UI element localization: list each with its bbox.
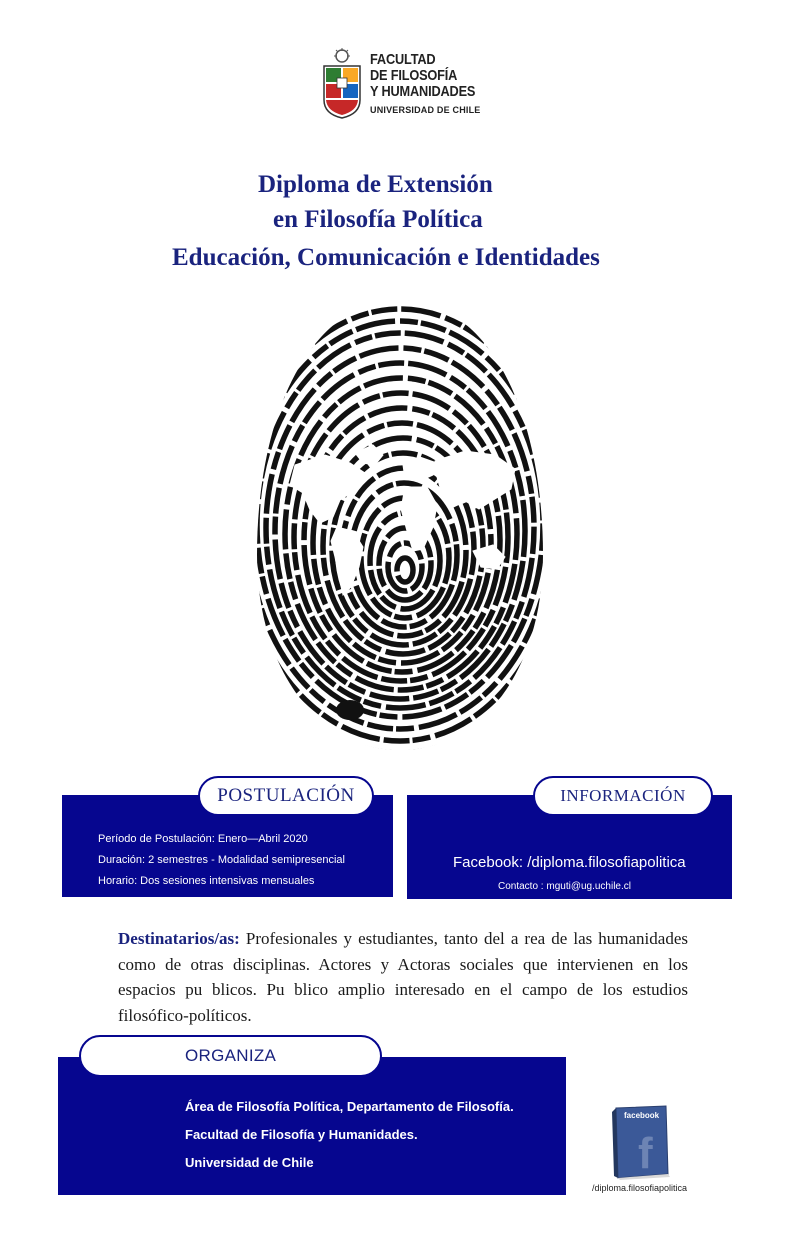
facebook-book-icon[interactable]	[610, 1104, 672, 1180]
postulacion-heading: POSTULACIÓN	[198, 776, 374, 816]
organiza-line-1: Área de Filosofía Política, Departamento de Filosofía.	[185, 1099, 514, 1114]
organiza-panel	[58, 1057, 566, 1195]
postulacion-periodo: Período de Postulación: Enero—Abril 2020	[98, 833, 308, 845]
facebook-book-label: facebook	[624, 1111, 660, 1120]
postulacion-duracion: Duración: 2 semestres - Modalidad semipresencial	[98, 854, 345, 866]
informacion-facebook-link[interactable]: Facebook: /diploma.filosofiapolitica	[453, 854, 686, 871]
destinatarios-text: Profesionales y estudiantes, tanto del a rea de las humanidades como de otras disciplinas. Actores y Actoras sociales que intervienen en los espacios pu blicos. Pu blico amplio interesado en el campo de los estudios filosófico-políticos.	[118, 929, 688, 1025]
faculty-logo	[320, 44, 500, 120]
informacion-contact-email[interactable]: Contacto : mguti@ug.uchile.cl	[498, 881, 631, 892]
logo-line-2: DE FILOSOFÍA	[370, 67, 458, 84]
logo-wordmark	[370, 52, 494, 118]
informacion-heading: INFORMACIÓN	[533, 776, 713, 816]
university-shield-icon	[320, 48, 364, 120]
logo-university: UNIVERSIDAD DE CHILE	[370, 105, 481, 115]
fingerprint-world-map-illustration	[255, 295, 545, 755]
destinatarios-label: Destinatarios/as:	[118, 929, 240, 948]
logo-line-1: FACULTAD	[370, 51, 436, 68]
facebook-book-letter: f	[638, 1129, 653, 1178]
logo-line-3: Y HUMANIDADES	[370, 83, 476, 100]
title-line-2: en Filosofía Política	[273, 206, 483, 233]
destinatarios-paragraph	[118, 926, 688, 1028]
organiza-line-3: Universidad de Chile	[185, 1155, 314, 1170]
title-line-3: Educación, Comunicación e Identidades	[172, 244, 600, 271]
postulacion-horario: Horario: Dos sesiones intensivas mensuales	[98, 875, 315, 887]
title-line-1: Diploma de Extensión	[258, 171, 493, 198]
organiza-heading: ORGANIZA	[79, 1035, 382, 1077]
facebook-caption[interactable]: /diploma.filosofiapolitica	[592, 1183, 688, 1193]
organiza-line-2: Facultad de Filosofía y Humanidades.	[185, 1127, 418, 1142]
